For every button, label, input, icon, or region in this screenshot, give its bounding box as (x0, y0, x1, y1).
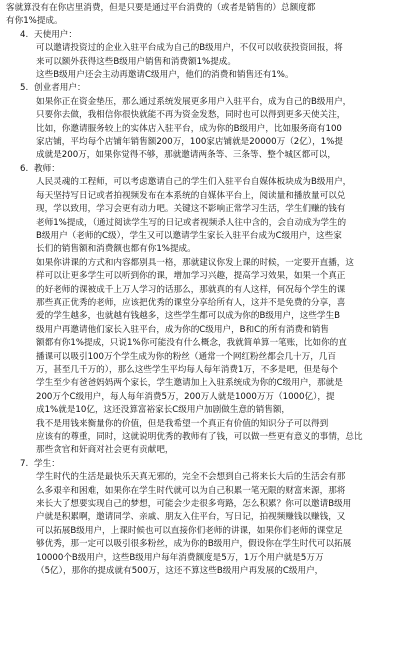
text-line: 万，甚至几千万的），那么这些学生平均每人每年消费1万，不多是吧，但是每个 (36, 364, 338, 375)
text-line: 有你1%提成。 (6, 16, 63, 27)
text-line: 来长大了想要实现自己的梦想，可能会少走很多弯路，怎么积累？你可以邀请B级用 (36, 499, 352, 510)
text-line: 级用户再邀请他们家长入驻平台，成为你的C级用户，B和C的所有消费和销售 (36, 324, 329, 335)
section-teacher (6, 163, 391, 458)
text-line: 学生时代的生活是最快乐天真无邪的，完全不会想到自己将来长大后的生活会有那 (36, 472, 346, 483)
text-line: 学生至少有爸爸妈妈两个家长，学生邀请加上入驻系统成为你的C级用户，那就是 (36, 378, 343, 389)
text-line: 应该有的尊重，同时，这就说明优秀的教师有了钱，可以做一些更有意义的事情，总比 (36, 432, 363, 442)
text-line: 户就是积累啊，邀请同学、亲戚、朋友入住平台，写日记，拍视频赚钱以赚钱，又 (36, 512, 346, 523)
section-number: 4. (20, 29, 29, 40)
section-title: 教师： (34, 163, 60, 174)
text-line: 客就算没有在你店里消费，但是只要是通过平台消费的（或者是销售的）总额度都 (6, 3, 316, 13)
text-line: 的好老师的课被成千上万人学习的话那么，那就真的有人这样，何况每个学生的课 (36, 284, 346, 295)
section-angel-user (6, 29, 391, 83)
section-title: 创业者用户： (34, 83, 86, 94)
text-line: 现，学以致用，学习会更有动力吧。关键这不影响正常学习生活，学生们赚的钱有 (36, 204, 346, 215)
text-line: B级用户（老师的C级），学生又可以邀请学生家长入驻平台成为C级用户，这些家 (36, 230, 342, 241)
section-title: 学生： (34, 458, 60, 469)
text-line: 人民灵魂的工程师，可以考虑邀请自己的学生们入驻平台自媒体板块成为B级用户， (36, 177, 352, 188)
text-line: 额都有你1%提成，只说1%你可能没有什么概念，我就简单算一笔账，比如你的直 (36, 338, 347, 349)
text-line: 老师1%提成，（通过阅读学生写的日记或者视频杀人往中含的，会自动成为学生的 (36, 217, 347, 228)
text-line: 如果你正在资金垫压，那么通过系统发展更多用户入驻平台，成为自己的B级用户， (36, 96, 352, 107)
text-line: 成就是200万，如果你觉得不够，那就邀请两条等、三条等、整个城区都可以， (36, 150, 336, 161)
text-line: 么多艰辛和困难，如果你在学生时代就可以为自己积累一笔无限的财富来源，那将 (36, 485, 346, 496)
text-line: 那些贪官和奸商对社会更有贡献吧， (36, 445, 174, 456)
text-line: 长们的销售额和消费额也都有你1%提成。 (36, 244, 196, 255)
text-line: （5亿），那你的提成就有500万，这还不算这些B级用户再发展的C级用户， (36, 566, 324, 577)
text-line: 样可以让更多学生可以听到你的课，增加学习兴趣，提高学习效果，如果一个真正 (36, 271, 346, 282)
text-line: 每天坚持写日记或者拍视频发布在本系统的自媒体平台上，阅读量和播放量可以兑 (36, 190, 346, 201)
text-line: 可以拓展B级用户，上课时候也可以直接你们老师的讲课，如果你们老师的课堂足 (36, 525, 343, 536)
text-line: 我不是用钱来衡量你的价值，但是我希望一个真正有价值的知识分子可以得到 (36, 418, 329, 429)
text-line: 够优秀，那一定可以吸引很多粉丝，成为你的B级用户，假设你在学生时代可以拓展 (36, 539, 352, 550)
section-heading (6, 458, 391, 471)
text-line: 来可以额外获得这些B级用户销售和消费额1%提成。 (36, 56, 236, 67)
text-line: 播课可以吸引100万个学生成为你的粉丝（通常一个网红粉丝都会几十万，几百 (36, 351, 336, 362)
section-heading (6, 29, 391, 42)
section-number: 7. (20, 458, 29, 469)
text-line: 成1%就是10亿，这还没算富裕家长C级用户加剧做生意的销售额， (36, 405, 291, 416)
text-line: 爱的学生越多，也就越有钱越多，这些学生都可以成为你的B级用户，这些学生B (36, 311, 340, 322)
text-line: 比如，你邀请服务较上的实体店入驻平台，成为你的B级用户，比如服务商有100 (36, 123, 342, 134)
section-entrepreneur (6, 82, 391, 162)
text-line: 200万个C级用户，每人每年消费5万，200万人就是1000万万（1000亿），提 (36, 391, 335, 402)
section-title: 天使用户： (34, 29, 77, 40)
text-line: 可以邀请投资过的企业入驻平台成为自己的B级用户，不仅可以收获投资回报，将 (36, 43, 343, 54)
text-line: 家店铺，平均每个店铺年销售额200万，100家店铺就是20000万（2亿），1%提 (36, 137, 343, 148)
intro-paragraph (6, 2, 391, 29)
text-line: 只要你去做，我相信你很快就能不再为资金发愁，同时也可以得到更多天使关注， (36, 110, 346, 121)
section-heading (6, 82, 391, 95)
text-line: 这些B级用户还会主动再邀请C级用户，他们的消费和销售还有1%。 (36, 70, 294, 81)
section-heading (6, 163, 391, 176)
text-line: 如果你讲课的方式和内容都别具一格，那就建议你发上课的时候，一定要开直播，这 (36, 257, 354, 268)
section-number: 5. (20, 83, 29, 94)
text-line: 那些真正优秀的老师，应该把优秀的课堂分享给所有人，这并不是免费的分享，喜 (36, 297, 346, 308)
section-student (6, 458, 391, 579)
text-line: 10000个B级用户，这些B级用户每年消费额度是5万，1万个用户就是5万万 (36, 552, 324, 563)
section-number: 6. (20, 163, 29, 174)
